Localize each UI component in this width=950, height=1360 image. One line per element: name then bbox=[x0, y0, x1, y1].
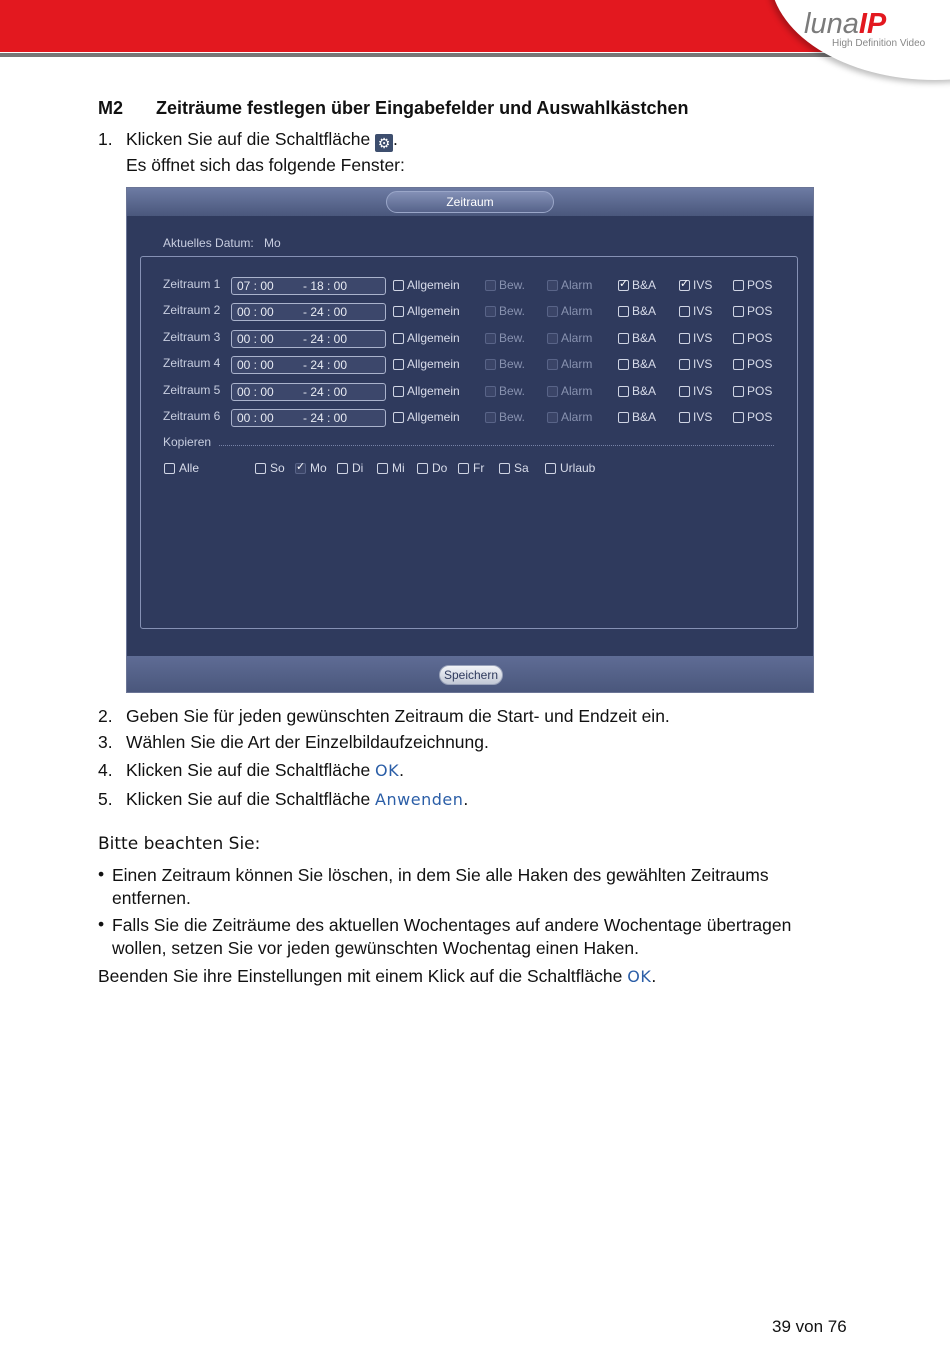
period-label: Zeitraum 3 bbox=[163, 330, 221, 344]
pos-checkbox[interactable] bbox=[733, 333, 744, 344]
copy-label: Kopieren bbox=[163, 435, 212, 449]
bullet-dot: • bbox=[98, 864, 105, 884]
pos-label: POS bbox=[747, 304, 773, 318]
general-label: Allgemein bbox=[407, 384, 460, 398]
all-checkbox[interactable] bbox=[164, 463, 175, 474]
copy-separator bbox=[219, 445, 774, 446]
alarm-label: Alarm bbox=[561, 357, 593, 371]
step-3-text: Wählen Sie die Art der Einzelbildaufzeichnung. bbox=[126, 732, 489, 752]
ivs-label: IVS bbox=[693, 278, 713, 292]
ba-label: B&A bbox=[632, 278, 657, 292]
alarm-label: Alarm bbox=[561, 278, 593, 292]
period-time-input[interactable] bbox=[231, 330, 386, 348]
period-time-input[interactable] bbox=[231, 303, 386, 321]
pos-label: POS bbox=[747, 357, 773, 371]
closing-text: Beenden Sie ihre Einstellungen mit einem Klick auf die Schaltfläche OK. bbox=[98, 966, 657, 986]
pos-checkbox[interactable] bbox=[733, 306, 744, 317]
ivs-checkbox[interactable] bbox=[679, 412, 690, 423]
ba-checkbox[interactable] bbox=[618, 306, 629, 317]
motion-checkbox[interactable] bbox=[485, 306, 496, 317]
day-label: Fr bbox=[473, 461, 485, 475]
ok-highlight: OK bbox=[375, 761, 400, 780]
general-checkbox[interactable] bbox=[393, 386, 404, 397]
save-button[interactable]: Speichern bbox=[439, 665, 503, 685]
step-1-number: 1. bbox=[98, 129, 113, 149]
step-1-subtext: Es öffnet sich das folgende Fenster: bbox=[126, 155, 405, 175]
day-checkbox[interactable] bbox=[499, 463, 510, 474]
page-number: 39 von 76 bbox=[772, 1317, 847, 1336]
period-time-input[interactable] bbox=[231, 356, 386, 374]
step-4-number: 4. bbox=[98, 760, 113, 780]
day-label: Sa bbox=[514, 461, 529, 475]
note-2-line-2: wollen, setzen Sie vor jeden gewünschten Wochentag einen Haken. bbox=[112, 938, 639, 958]
pos-checkbox[interactable] bbox=[733, 412, 744, 423]
ivs-label: IVS bbox=[693, 357, 713, 371]
step-5-text: Klicken Sie auf die Schaltfläche Anwenden. bbox=[126, 789, 469, 809]
period-label: Zeitraum 5 bbox=[163, 383, 221, 397]
general-label: Allgemein bbox=[407, 357, 460, 371]
end-time[interactable]: - 24 : 00 bbox=[303, 332, 348, 346]
gear-icon: ⚙ bbox=[375, 134, 393, 152]
alarm-label: Alarm bbox=[561, 410, 593, 424]
note-1-line-2: entfernen. bbox=[112, 888, 191, 908]
brand-tagline: High Definition Video bbox=[832, 38, 926, 49]
end-time[interactable]: - 24 : 00 bbox=[303, 385, 348, 399]
ba-label: B&A bbox=[632, 331, 657, 345]
step-5-number: 5. bbox=[98, 789, 113, 809]
motion-checkbox[interactable] bbox=[485, 386, 496, 397]
section-code: M2 bbox=[98, 98, 124, 118]
motion-checkbox[interactable] bbox=[485, 333, 496, 344]
period-time-input[interactable] bbox=[231, 277, 386, 295]
period-time-input[interactable] bbox=[231, 383, 386, 401]
end-time[interactable]: - 24 : 00 bbox=[303, 305, 348, 319]
ivs-checkbox[interactable] bbox=[679, 359, 690, 370]
ba-checkbox[interactable] bbox=[618, 280, 629, 291]
ba-checkbox[interactable] bbox=[618, 333, 629, 344]
ba-checkbox[interactable] bbox=[618, 386, 629, 397]
motion-label: Bew. bbox=[499, 331, 526, 345]
window-title: Zeitraum bbox=[386, 191, 554, 213]
alarm-checkbox[interactable] bbox=[547, 412, 558, 423]
start-time[interactable]: 07 : 00 bbox=[237, 279, 274, 293]
pos-label: POS bbox=[747, 384, 773, 398]
alarm-checkbox[interactable] bbox=[547, 386, 558, 397]
day-checkbox[interactable] bbox=[458, 463, 469, 474]
start-time[interactable]: 00 : 00 bbox=[237, 411, 274, 425]
apply-highlight: Anwenden bbox=[375, 790, 464, 809]
day-label: So bbox=[270, 461, 285, 475]
general-label: Allgemein bbox=[407, 278, 460, 292]
motion-label: Bew. bbox=[499, 357, 526, 371]
window-titlebar bbox=[127, 188, 813, 216]
ivs-checkbox[interactable] bbox=[679, 280, 690, 291]
pos-label: POS bbox=[747, 331, 773, 345]
current-date-value: Mo bbox=[264, 236, 281, 250]
period-label: Zeitraum 4 bbox=[163, 356, 221, 370]
start-time[interactable]: 00 : 00 bbox=[237, 305, 274, 319]
step-2-text: Geben Sie für jeden gewünschten Zeitraum die Start- und Endzeit ein. bbox=[126, 706, 670, 726]
day-label: Mo bbox=[310, 461, 327, 475]
alarm-checkbox[interactable] bbox=[547, 280, 558, 291]
step-4-text: Klicken Sie auf die Schaltfläche OK. bbox=[126, 760, 405, 780]
alarm-checkbox[interactable] bbox=[547, 306, 558, 317]
motion-label: Bew. bbox=[499, 384, 526, 398]
ivs-checkbox[interactable] bbox=[679, 333, 690, 344]
day-label: Urlaub bbox=[560, 461, 596, 475]
bullet-dot: • bbox=[98, 914, 105, 934]
motion-checkbox[interactable] bbox=[485, 359, 496, 370]
ivs-checkbox[interactable] bbox=[679, 386, 690, 397]
zeitraum-window bbox=[126, 187, 814, 693]
motion-label: Bew. bbox=[499, 410, 526, 424]
day-label: Mi bbox=[392, 461, 405, 475]
pos-label: POS bbox=[747, 278, 773, 292]
period-label: Zeitraum 2 bbox=[163, 303, 221, 317]
ivs-label: IVS bbox=[693, 384, 713, 398]
step-3-number: 3. bbox=[98, 732, 113, 752]
general-checkbox[interactable] bbox=[393, 359, 404, 370]
ba-label: B&A bbox=[632, 384, 657, 398]
window-footer bbox=[127, 656, 813, 692]
alarm-checkbox[interactable] bbox=[547, 333, 558, 344]
ivs-label: IVS bbox=[693, 331, 713, 345]
day-checkbox[interactable] bbox=[377, 463, 388, 474]
start-time[interactable]: 00 : 00 bbox=[237, 358, 274, 372]
end-time[interactable]: - 24 : 00 bbox=[303, 358, 348, 372]
motion-checkbox[interactable] bbox=[485, 280, 496, 291]
pos-checkbox[interactable] bbox=[733, 386, 744, 397]
ivs-label: IVS bbox=[693, 304, 713, 318]
general-checkbox[interactable] bbox=[393, 280, 404, 291]
start-time[interactable]: 00 : 00 bbox=[237, 332, 274, 346]
end-time[interactable]: - 18 : 00 bbox=[303, 279, 348, 293]
ivs-label: IVS bbox=[693, 410, 713, 424]
general-checkbox[interactable] bbox=[393, 412, 404, 423]
period-label: Zeitraum 1 bbox=[163, 277, 221, 291]
day-label: Di bbox=[352, 461, 364, 475]
step-1-text: Klicken Sie auf die Schaltfläche ⚙ . bbox=[126, 129, 398, 151]
pos-label: POS bbox=[747, 410, 773, 424]
day-checkbox[interactable] bbox=[255, 463, 266, 474]
day-checkbox[interactable] bbox=[417, 463, 428, 474]
general-label: Allgemein bbox=[407, 331, 460, 345]
period-label: Zeitraum 6 bbox=[163, 409, 221, 423]
pos-checkbox[interactable] bbox=[733, 280, 744, 291]
period-time-input[interactable] bbox=[231, 409, 386, 427]
general-label: Allgemein bbox=[407, 304, 460, 318]
ba-label: B&A bbox=[632, 410, 657, 424]
alarm-checkbox[interactable] bbox=[547, 359, 558, 370]
motion-label: Bew. bbox=[499, 278, 526, 292]
ba-checkbox[interactable] bbox=[618, 359, 629, 370]
motion-label: Bew. bbox=[499, 304, 526, 318]
alarm-label: Alarm bbox=[561, 304, 593, 318]
end-time[interactable]: - 24 : 00 bbox=[303, 411, 348, 425]
motion-checkbox[interactable] bbox=[485, 412, 496, 423]
start-time[interactable]: 00 : 00 bbox=[237, 385, 274, 399]
ba-label: B&A bbox=[632, 304, 657, 318]
alarm-label: Alarm bbox=[561, 331, 593, 345]
ivs-checkbox[interactable] bbox=[679, 306, 690, 317]
pos-checkbox[interactable] bbox=[733, 359, 744, 370]
general-checkbox[interactable] bbox=[393, 333, 404, 344]
note-1-line-1: Einen Zeitraum können Sie löschen, in dem Sie alle Haken des gewählten Zeitraums bbox=[112, 865, 769, 885]
day-checkbox[interactable] bbox=[337, 463, 348, 474]
alarm-label: Alarm bbox=[561, 384, 593, 398]
day-checkbox[interactable] bbox=[545, 463, 556, 474]
header-underline bbox=[0, 53, 950, 57]
all-label: Alle bbox=[179, 461, 200, 475]
notes-heading: Bitte beachten Sie: bbox=[98, 834, 261, 854]
note-2-line-1: Falls Sie die Zeiträume des aktuellen Wochentages auf andere Wochentage übertragen bbox=[112, 915, 792, 935]
current-date-label: Aktuelles Datum: bbox=[163, 236, 254, 250]
step-2-number: 2. bbox=[98, 706, 113, 726]
section-title: Zeiträume festlegen über Eingabefelder und Auswahlkästchen bbox=[156, 98, 689, 118]
ba-label: B&A bbox=[632, 357, 657, 371]
general-label: Allgemein bbox=[407, 410, 460, 424]
ba-checkbox[interactable] bbox=[618, 412, 629, 423]
ok-highlight: OK bbox=[627, 967, 652, 986]
day-label: Do bbox=[432, 461, 448, 475]
day-checkbox[interactable] bbox=[295, 463, 306, 474]
brand-logo: lunaIP bbox=[804, 8, 887, 40]
general-checkbox[interactable] bbox=[393, 306, 404, 317]
